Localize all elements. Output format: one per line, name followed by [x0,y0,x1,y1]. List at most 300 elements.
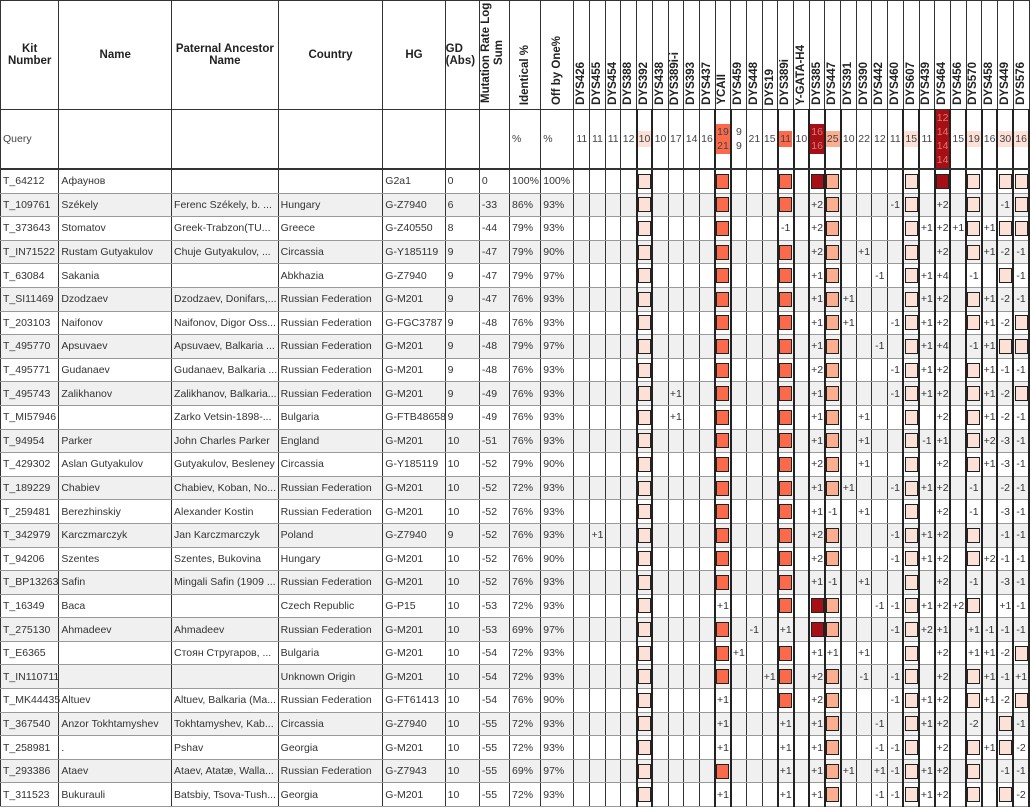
marker-cell-dys464 [935,618,951,642]
cell-gd: 9 [445,358,479,382]
marker-cell-dys464 [935,476,951,500]
cell-kit[interactable]: T_495770 [1,335,59,359]
marker-cell-dys449 [997,311,1013,335]
cell-offbyone: 93% [541,571,574,595]
col-header-country[interactable]: Country [278,1,383,110]
marker-cell-dys389i-i [668,618,684,642]
col-header-dys570[interactable] [966,1,982,110]
marker-cell-dys464 [935,193,951,217]
marker-cell-dys437 [699,759,715,783]
table-row[interactable] [1,429,1030,453]
query-allele: 12 [622,133,635,145]
marker-cell-dys448 [746,476,762,500]
cell-kit[interactable]: T_BP13263 [1,571,59,595]
marker-cell-dys570 [966,759,982,783]
marker-cell-dys449 [997,358,1013,382]
marker-cell-dys455 [590,547,606,571]
diff-value: +1 [920,269,933,282]
marker-cell-y-gata-h4 [794,523,810,547]
marker-cell-dys460 [888,217,904,241]
marker-cell-dys385 [809,736,825,760]
marker-cell-dys576 [1013,665,1029,689]
marker-cell-dys389i-i [668,453,684,477]
diff-value: +1 [920,765,933,778]
marker-cell-dys442 [872,240,888,264]
marker-cell-dys454 [605,736,621,760]
table-row[interactable] [1,759,1030,783]
diff-value: +1 [842,293,855,306]
cell-name: Székely [59,193,172,217]
cell-kit[interactable]: T_SI11469 [1,287,59,311]
cell-kit[interactable]: T_429302 [1,453,59,477]
table-row[interactable] [1,523,1030,547]
marker-cell-dys439 [919,240,935,264]
query-value-dys438 [652,110,668,170]
col-header-ycaii[interactable] [715,1,731,110]
table-row[interactable] [1,547,1030,571]
col-header-dys393[interactable] [684,1,700,110]
marker-cell-dys449 [997,169,1013,193]
marker-label: YCAII [716,74,729,105]
marker-cell-dys448 [746,571,762,595]
cell-kit[interactable]: T_203103 [1,311,59,335]
marker-cell-ycaii [715,594,731,618]
col-header-dys385[interactable] [809,1,825,110]
cell-ancestor: Greek-Trabzon(TU... [172,217,279,241]
cell-offbyone: 90% [541,547,574,571]
cell-kit[interactable]: T_109761 [1,193,59,217]
marker-cell-dys570 [966,240,982,264]
marker-cell-dys439 [919,665,935,689]
marker-cell-dys426 [574,358,590,382]
diff-color-box [1015,646,1028,661]
diff-value: -1 [890,741,900,754]
marker-cell-dys607 [903,382,919,406]
cell-name: Safin [59,571,172,595]
cell-kit[interactable]: T_275130 [1,618,59,642]
cell-ancestor: Szentes, Bukovina [172,547,279,571]
table-row[interactable] [1,618,1030,642]
marker-cell-dys449 [997,264,1013,288]
cell-name: Parker [59,429,172,453]
marker-cell-dys460 [888,264,904,288]
col-header-dys438[interactable] [652,1,668,110]
table-row[interactable] [1,476,1030,500]
marker-cell-dys454 [605,169,621,193]
marker-cell-dys19 [762,193,778,217]
col-header-paternal-ancestor[interactable]: Paternal Ancestor Name [172,1,279,110]
query-allele: 11 [889,133,901,145]
marker-cell-dys464 [935,547,951,571]
cell-name: Karczmarczyk [59,523,172,547]
marker-cell-dys464 [935,382,951,406]
diff-value: -1 [1016,364,1026,377]
col-header-dys448[interactable] [746,1,762,110]
col-header-dys447[interactable] [825,1,841,110]
table-row[interactable] [1,335,1030,359]
diff-color-box [638,433,651,448]
cell-mrls: -48 [479,358,509,382]
marker-cell-dys437 [699,571,715,595]
marker-cell-dys439 [919,264,935,288]
cell-kit[interactable]: T_258981 [1,736,59,760]
table-row[interactable] [1,665,1030,689]
table-row[interactable] [1,217,1030,241]
marker-cell-dys438 [652,736,668,760]
marker-cell-dys426 [574,405,590,429]
cell-kit[interactable]: T_373643 [1,217,59,241]
marker-cell-dys393 [684,665,700,689]
table-row[interactable] [1,311,1030,335]
marker-cell-dys437 [699,665,715,689]
marker-cell-dys392 [637,641,653,665]
col-header-dys449[interactable] [997,1,1013,110]
marker-cell-dys454 [605,571,621,595]
cell-name: Ataev [59,759,172,783]
diff-value: -1 [890,623,900,636]
col-header-dys455[interactable] [590,1,606,110]
query-allele: 12 14 14 14 [936,112,949,166]
diff-color-box [716,245,729,260]
marker-cell-dys448 [746,264,762,288]
cell-country: Russian Federation [278,358,383,382]
cell-kit[interactable]: T_16349 [1,594,59,618]
marker-cell-dys460 [888,193,904,217]
cell-kit[interactable]: T_63084 [1,264,59,288]
query-value-dys19 [762,110,778,170]
cell-ancestor: Tokhtamyshev, Kab... [172,712,279,736]
cell-identical: 72% [510,594,541,618]
diff-color-box [779,457,792,472]
col-header-dys390[interactable] [856,1,872,110]
diff-value: +1 [920,599,933,612]
marker-cell-dys570 [966,358,982,382]
table-row[interactable] [1,689,1030,713]
table-row[interactable] [1,169,1030,193]
cell-kit[interactable]: T_MK44435 [1,689,59,713]
diff-value: +1 [716,788,729,801]
diff-color-box [905,481,918,496]
cell-ancestor: Gutyakulov, Besleney [172,453,279,477]
marker-cell-y-gata-h4 [794,453,810,477]
marker-cell-dys438 [652,689,668,713]
marker-cell-dys437 [699,453,715,477]
diff-value: -1 [890,364,900,377]
marker-cell-dys459 [731,405,747,429]
marker-cell-dys390 [856,405,872,429]
cell-gd: 10 [445,783,479,807]
marker-cell-dys570 [966,712,982,736]
marker-label: DYS426 [575,62,588,105]
col-header-dys19[interactable] [762,1,778,110]
marker-cell-dys392 [637,571,653,595]
marker-cell-dys464 [935,783,951,807]
cell-identical: 76% [510,287,541,311]
marker-cell-dys390 [856,594,872,618]
diff-value: +2 [811,222,824,235]
marker-cell-dys456 [950,736,966,760]
marker-cell-dys438 [652,453,668,477]
diff-color-box [967,740,980,755]
marker-cell-dys385 [809,476,825,500]
marker-cell-dys438 [652,382,668,406]
cell-hg: G-M201 [383,476,445,500]
query-allele: 17 [670,133,682,145]
marker-cell-dys455 [590,736,606,760]
table-row[interactable] [1,500,1030,524]
marker-label: DYS448 [747,62,760,105]
col-header-dys454[interactable] [605,1,621,110]
table-row[interactable] [1,571,1030,595]
table-row[interactable] [1,736,1030,760]
diff-value: -1 [1000,552,1010,565]
diff-value: +1 [936,434,949,447]
table-row[interactable] [1,712,1030,736]
cell-kit[interactable]: T_IN71522 [1,240,59,264]
cell-identical: 76% [510,523,541,547]
col-header-dys460[interactable] [888,1,904,110]
marker-cell-dys439 [919,382,935,406]
col-header-kit-number[interactable]: Kit Number [1,1,59,110]
marker-cell-dys570 [966,641,982,665]
diff-value: -1 [1016,599,1026,612]
col-header-y-gata-h4[interactable] [794,1,810,110]
table-row[interactable] [1,405,1030,429]
diff-value: -1 [1016,482,1026,495]
marker-cell-dys19 [762,264,778,288]
diff-color-box [826,740,839,755]
marker-cell-dys389i [778,382,794,406]
diff-color-box [779,528,792,543]
marker-cell-dys454 [605,618,621,642]
marker-cell-dys389i [778,523,794,547]
table-row[interactable] [1,594,1030,618]
cell-kit[interactable]: T_311523 [1,783,59,807]
marker-cell-dys442 [872,547,888,571]
col-header-hg[interactable]: HG [383,1,445,110]
col-header-off-by-one[interactable] [541,1,574,110]
diff-value: +2 [952,599,965,612]
cell-kit[interactable]: T_293386 [1,759,59,783]
marker-cell-dys438 [652,547,668,571]
marker-cell-dys19 [762,759,778,783]
marker-cell-dys459 [731,476,747,500]
cell-kit[interactable]: T_495743 [1,382,59,406]
table-row[interactable] [1,193,1030,217]
cell-country: Circassia [278,712,383,736]
marker-cell-dys442 [872,287,888,311]
cell-kit[interactable]: T_E6365 [1,641,59,665]
marker-cell-dys455 [590,240,606,264]
diff-value: +1 [858,576,871,589]
marker-cell-dys388 [621,429,637,453]
cell-kit[interactable]: T_94206 [1,547,59,571]
col-header-dys388[interactable] [621,1,637,110]
cell-kit[interactable]: T_367540 [1,712,59,736]
diff-value: +1 [779,623,792,636]
col-header-dys456[interactable] [950,1,966,110]
cell-kit[interactable]: T_495771 [1,358,59,382]
diff-color-box [779,433,792,448]
col-header-dys391[interactable] [841,1,857,110]
table-row[interactable] [1,264,1030,288]
marker-cell-dys389i [778,287,794,311]
marker-cell-dys390 [856,358,872,382]
marker-cell-dys464 [935,759,951,783]
diff-value: -1 [1016,458,1026,471]
cell-offbyone: 93% [541,665,574,689]
marker-cell-dys389i-i [668,358,684,382]
marker-cell-dys455 [590,594,606,618]
marker-cell-dys576 [1013,523,1029,547]
col-header-dys426[interactable] [574,1,590,110]
table-row[interactable] [1,783,1030,807]
cell-hg: G-P15 [383,594,445,618]
marker-cell-dys456 [950,240,966,264]
marker-cell-dys607 [903,169,919,193]
marker-cell-dys437 [699,594,715,618]
table-row[interactable] [1,240,1030,264]
marker-cell-dys389i [778,358,794,382]
cell-hg: G-M201 [383,641,445,665]
marker-cell-dys454 [605,358,621,382]
diff-color-box [967,197,980,212]
query-allele: 11 [576,133,588,145]
cell-gd: 10 [445,712,479,736]
col-header-mutation-rate[interactable] [479,1,509,110]
marker-cell-dys388 [621,382,637,406]
diff-color-box [638,245,651,260]
col-header-dys389i-i[interactable] [668,1,684,110]
marker-cell-dys458 [982,476,998,500]
col-header-dys464[interactable] [935,1,951,110]
marker-cell-dys447 [825,217,841,241]
table-row[interactable] [1,641,1030,665]
cell-kit[interactable]: T_64212 [1,169,59,193]
col-header-dys389i[interactable] [778,1,794,110]
marker-cell-dys391 [841,287,857,311]
marker-cell-dys464 [935,358,951,382]
table-row[interactable] [1,453,1030,477]
table-row[interactable] [1,287,1030,311]
marker-cell-dys464 [935,523,951,547]
cell-country: Russian Federation [278,335,383,359]
diff-value: +1 [811,269,824,282]
marker-cell-dys391 [841,169,857,193]
diff-value: +1 [811,387,824,400]
table-row[interactable] [1,358,1030,382]
diff-color-box [716,197,729,212]
cell-ancestor [172,594,279,618]
diff-color-box [967,669,980,684]
diff-value: +2 [936,694,949,707]
marker-cell-dys388 [621,571,637,595]
col-header-dys439[interactable] [919,1,935,110]
cell-name: Berezhinskiy [59,500,172,524]
cell-kit[interactable]: T_342979 [1,523,59,547]
marker-cell-dys460 [888,169,904,193]
marker-cell-dys454 [605,500,621,524]
cell-kit[interactable]: T_259481 [1,500,59,524]
diff-value: -1 [1016,552,1026,565]
diff-color-box [905,787,918,802]
marker-cell-dys459 [731,311,747,335]
diff-value: +1 [920,482,933,495]
query-allele: 11 [607,133,619,145]
marker-cell-dys392 [637,665,653,689]
marker-cell-dys439 [919,335,935,359]
cell-offbyone: 93% [541,311,574,335]
marker-cell-dys389i-i [668,405,684,429]
marker-cell-dys449 [997,453,1013,477]
cell-hg: G-M201 [383,287,445,311]
marker-cell-dys426 [574,712,590,736]
cell-mrls: -44 [479,217,509,241]
marker-cell-dys460 [888,335,904,359]
marker-cell-dys607 [903,712,919,736]
query-allele: 11 [780,133,792,145]
diff-value: +1 [983,647,996,660]
diff-value: -2 [1000,411,1010,424]
col-header-dys458[interactable] [982,1,998,110]
diff-value: +2 [983,552,996,565]
diff-color-box [826,268,839,283]
cell-ancestor: Chuje Gutyakulov, ... [172,240,279,264]
cell-identical: 79% [510,335,541,359]
cell-kit[interactable]: T_MI57946 [1,405,59,429]
col-header-dys437[interactable] [699,1,715,110]
cell-hg: G-Z7943 [383,759,445,783]
diff-color-box [779,315,792,330]
col-header-dys392[interactable] [637,1,653,110]
table-row[interactable] [1,382,1030,406]
diff-value: -1 [890,552,900,565]
diff-value: -1 [922,434,932,447]
col-header-identical[interactable] [510,1,541,110]
col-header-gd[interactable]: GD (Abs) [445,1,479,110]
col-header-dys442[interactable] [872,1,888,110]
diff-value: -1 [969,576,979,589]
diff-value: +1 [779,765,792,778]
diff-value: +1 [858,434,871,447]
marker-cell-dys570 [966,217,982,241]
marker-cell-dys389i-i [668,641,684,665]
marker-cell-dys449 [997,689,1013,713]
marker-label: DYS439 [920,62,933,105]
col-header-dys607[interactable] [903,1,919,110]
col-header-name[interactable]: Name [59,1,172,110]
cell-offbyone: 93% [541,641,574,665]
col-header-dys576[interactable] [1013,1,1029,110]
marker-cell-ycaii [715,523,731,547]
diff-color-box [905,716,918,731]
cell-offbyone: 93% [541,405,574,429]
marker-cell-dys442 [872,665,888,689]
diff-color-box [811,174,824,189]
cell-kit[interactable]: T_94954 [1,429,59,453]
marker-cell-dys388 [621,618,637,642]
col-header-dys459[interactable] [731,1,747,110]
marker-cell-dys607 [903,618,919,642]
diff-value: -1 [890,529,900,542]
marker-cell-dys570 [966,476,982,500]
cell-identical: 72% [510,665,541,689]
cell-country: Czech Republic [278,594,383,618]
cell-kit[interactable]: T_189229 [1,476,59,500]
cell-kit[interactable]: T_IN110711 [1,665,59,689]
diff-color-box [905,575,918,590]
diff-color-box [779,504,792,519]
